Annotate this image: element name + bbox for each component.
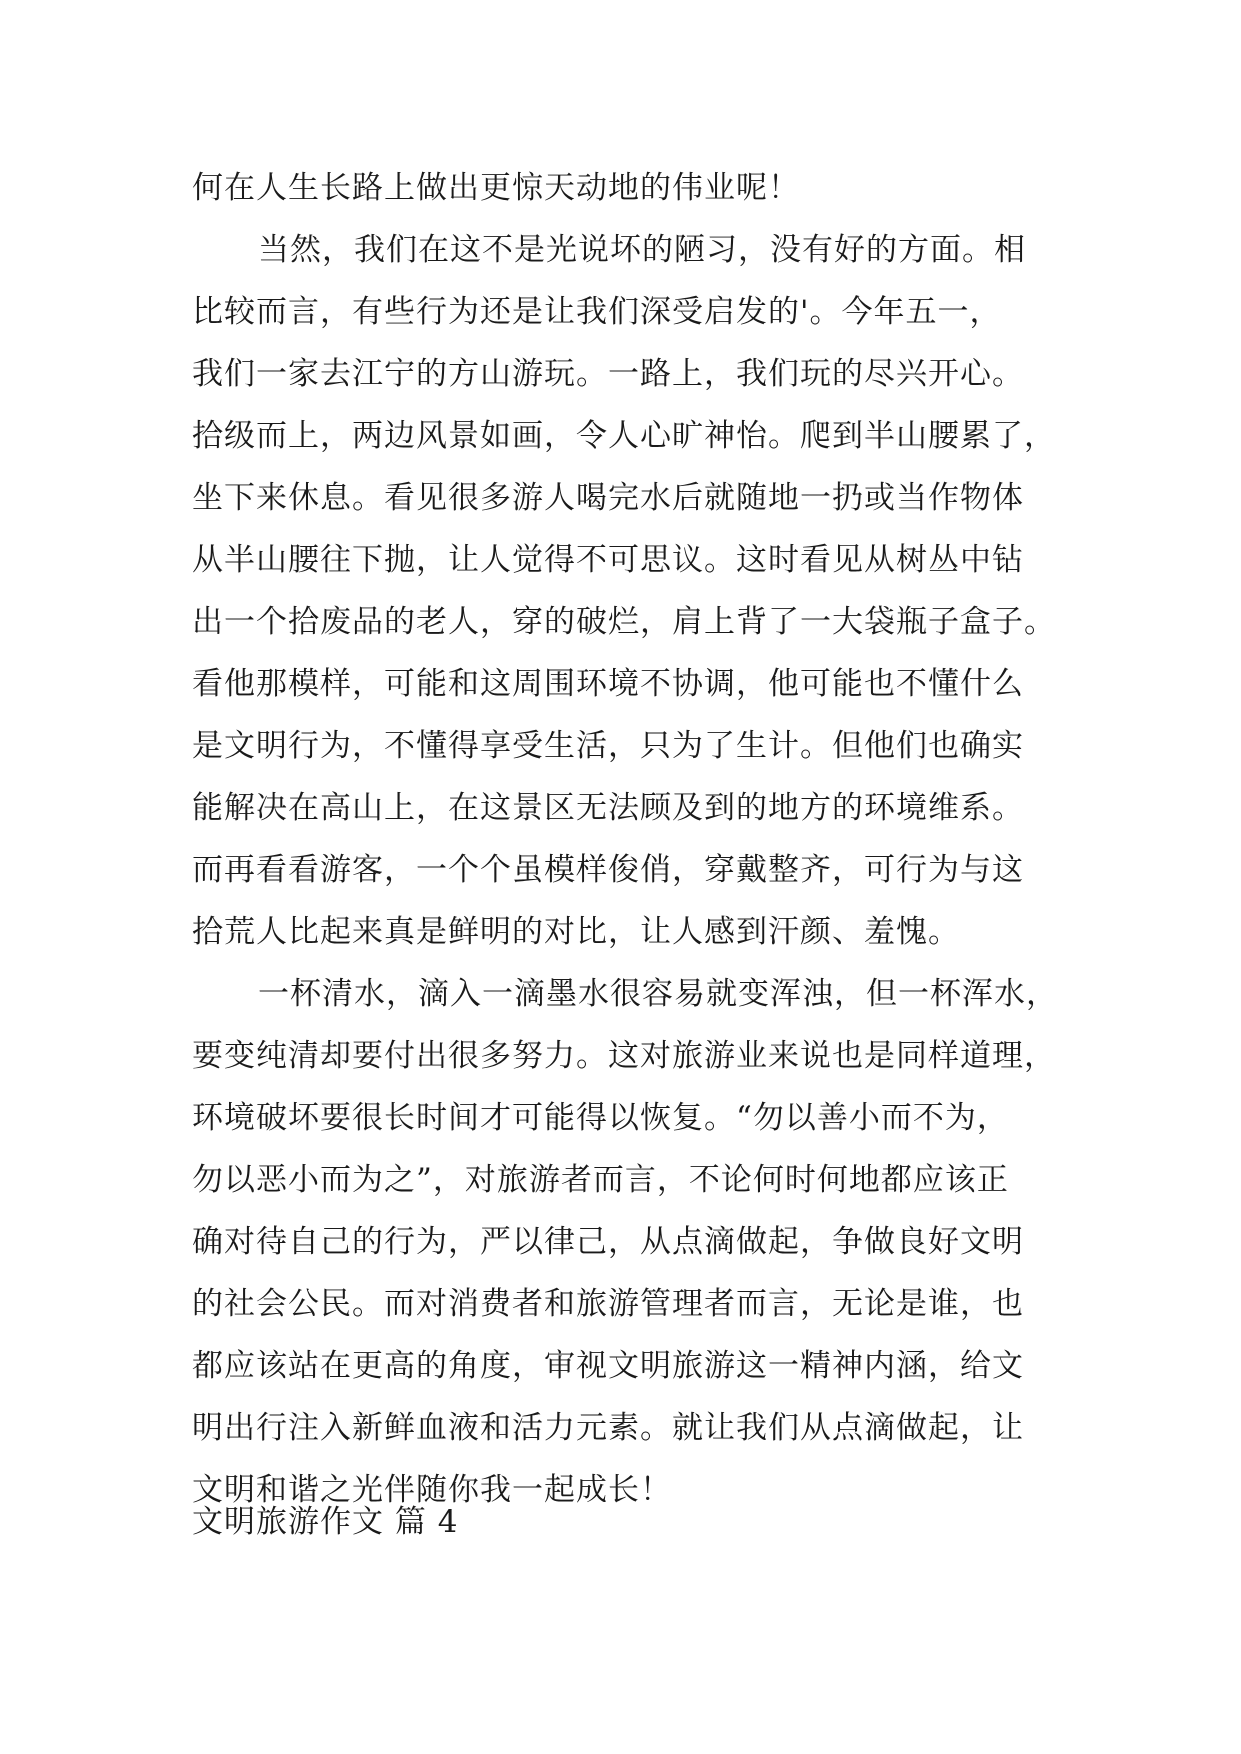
text-line: 要变纯清却要付出很多努力。这对旅游业来说也是同样道理， bbox=[192, 1038, 1056, 1074]
text-line: 出一个拾废品的老人，穿的破烂，肩上背了一大袋瓶子盒子。 bbox=[192, 604, 1056, 640]
text-line: 而再看看游客，一个个虽模样俊俏，穿戴整齐，可行为与这 bbox=[192, 852, 1024, 888]
text-line: 坐下来休息。看见很多游人喝完水后就随地一扔或当作物体 bbox=[192, 480, 1024, 516]
text-line: 的社会公民。而对消费者和旅游管理者而言，无论是谁，也 bbox=[192, 1286, 1024, 1322]
text-line: 能解决在高山上，在这景区无法顾及到的地方的环境维系。 bbox=[192, 790, 1024, 826]
text-line: 拾级而上，两边风景如画，令人心旷神怡。爬到半山腰累了， bbox=[192, 418, 1056, 454]
text-line: 从半山腰往下抛，让人觉得不可思议。这时看见从树丛中钻 bbox=[192, 542, 1024, 578]
text-line: 都应该站在更高的角度，审视文明旅游这一精神内涵，给文 bbox=[192, 1348, 1024, 1384]
text-line: 勿以恶小而为之”，对旅游者而言，不论何时何地都应该正 bbox=[192, 1162, 1009, 1198]
text-line: 看他那模样，可能和这周围环境不协调，他可能也不懂什么 bbox=[192, 666, 1024, 702]
text-line: 确对待自己的行为，严以律己，从点滴做起，争做良好文明 bbox=[192, 1224, 1024, 1260]
text-line: 比较而言，有些行为还是让我们深受启发的'。今年五一， bbox=[192, 294, 1002, 330]
text-line: 我们一家去江宁的方山游玩。一路上，我们玩的尽兴开心。 bbox=[192, 356, 1024, 392]
essay-body bbox=[192, 157, 1072, 1521]
paragraph-start-line: 一杯清水，滴入一滴墨水很容易就变浑浊，但一杯浑水， bbox=[258, 976, 1058, 1012]
text-line: 明出行注入新鲜血液和活力元素。就让我们从点滴做起，让 bbox=[192, 1410, 1024, 1446]
text-line: 何在人生长路上做出更惊天动地的伟业呢！ bbox=[192, 170, 800, 206]
text-line: 环境破坏要很长时间才可能得以恢复。“勿以善小而不为， bbox=[192, 1100, 1009, 1136]
paragraph-start-line: 当然，我们在这不是光说坏的陋习，没有好的方面。相 bbox=[258, 232, 1026, 268]
text-line: 是文明行为，不懂得享受生活，只为了生计。但他们也确实 bbox=[192, 728, 1024, 764]
text-line: 拾荒人比起来真是鲜明的对比，让人感到汗颜、羞愧。 bbox=[192, 914, 960, 950]
text-line: 文明和谐之光伴随你我一起成长！ bbox=[192, 1472, 672, 1508]
section-heading: 文明旅游作文 篇 4 bbox=[192, 1504, 459, 1540]
